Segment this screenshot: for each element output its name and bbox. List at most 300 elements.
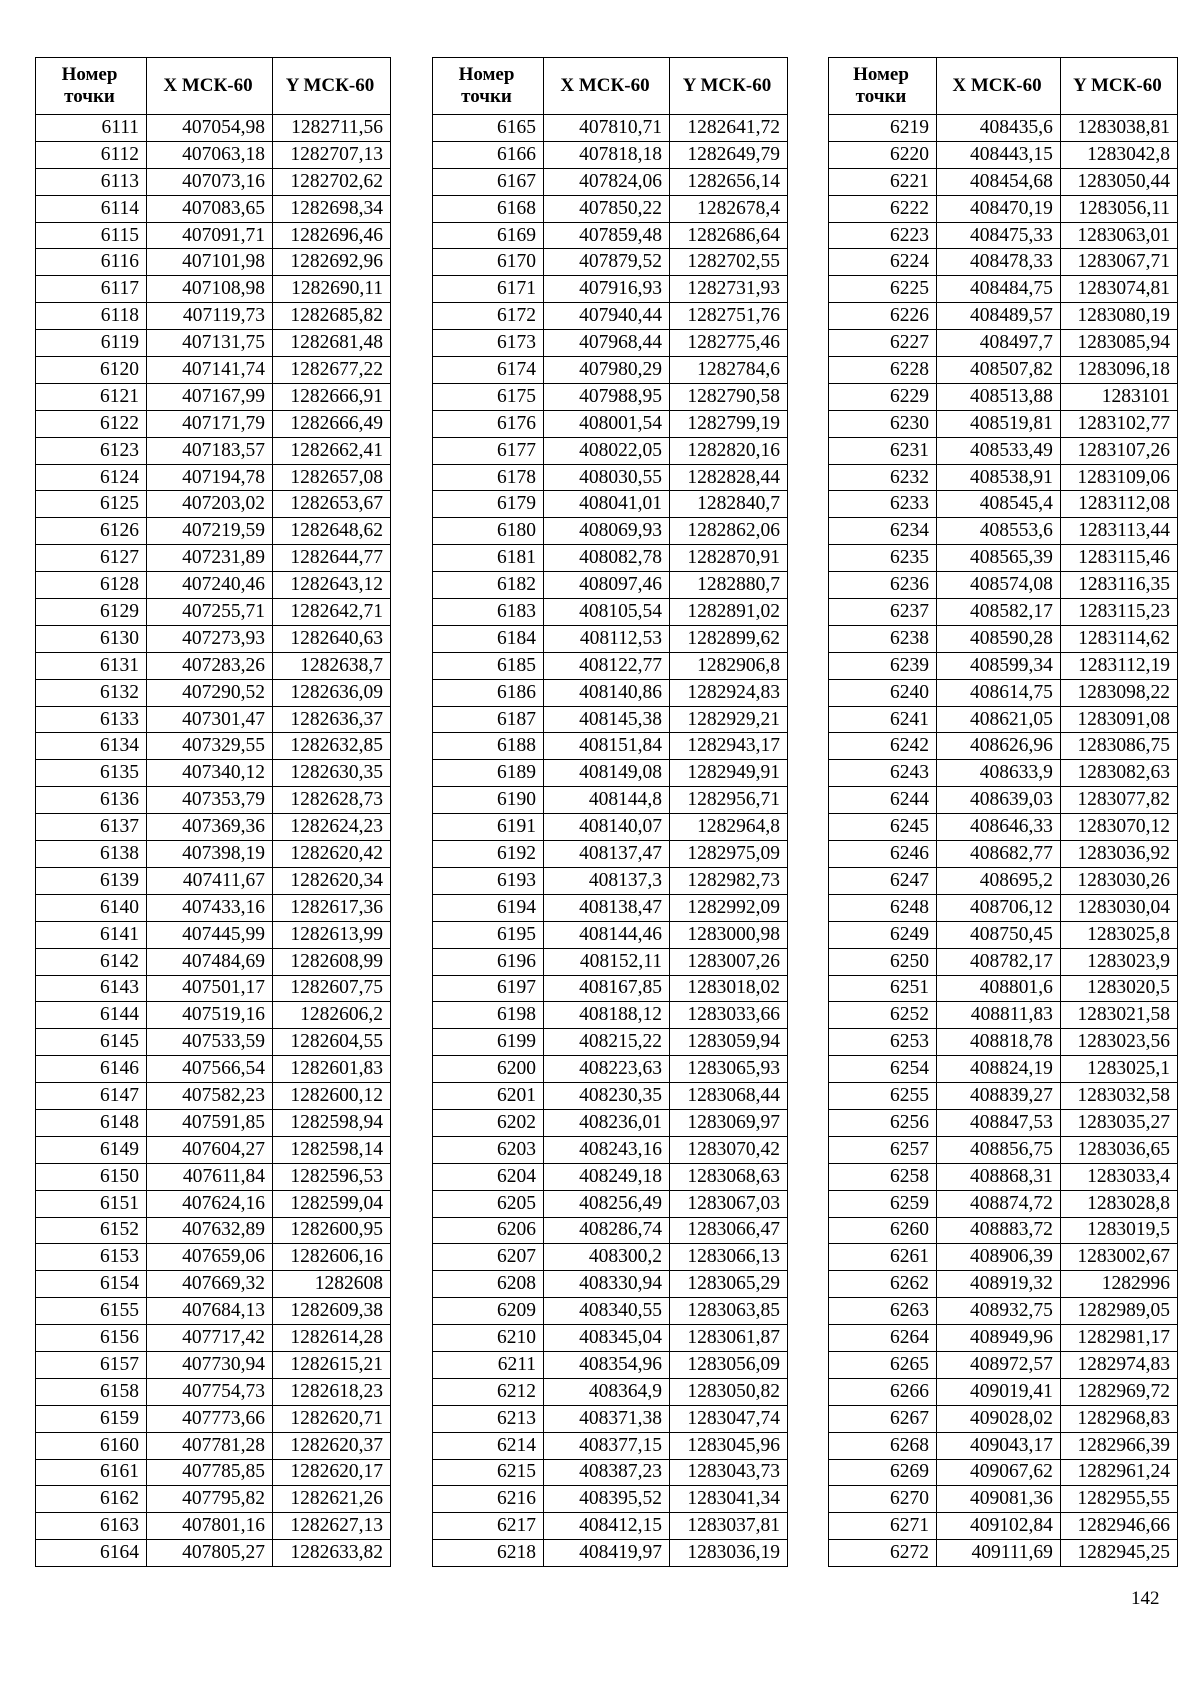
table-row bbox=[36, 1217, 391, 1244]
x-coordinate-cell: 408839,27 bbox=[937, 1083, 1061, 1110]
x-coordinate-cell: 407859,48 bbox=[544, 222, 670, 249]
point-number-cell: 6126 bbox=[36, 518, 147, 545]
point-number-cell: 6211 bbox=[433, 1351, 544, 1378]
y-coordinate-cell: 1282690,11 bbox=[273, 276, 391, 303]
table-row bbox=[829, 706, 1178, 733]
table-row bbox=[433, 410, 788, 437]
y-coordinate-cell: 1283002,67 bbox=[1060, 1244, 1177, 1271]
point-number-cell: 6261 bbox=[829, 1244, 937, 1271]
table-row bbox=[433, 195, 788, 222]
x-coordinate-cell: 408137,3 bbox=[544, 867, 670, 894]
x-coordinate-cell: 408972,57 bbox=[937, 1351, 1061, 1378]
x-coordinate-cell: 408151,84 bbox=[544, 733, 670, 760]
table-row bbox=[36, 1002, 391, 1029]
x-coordinate-cell: 408868,31 bbox=[937, 1163, 1061, 1190]
point-number-cell: 6234 bbox=[829, 518, 937, 545]
y-coordinate-cell: 1282751,76 bbox=[670, 303, 788, 330]
point-number-cell: 6245 bbox=[829, 814, 937, 841]
point-number-cell: 6230 bbox=[829, 410, 937, 437]
y-coordinate-cell: 1283070,42 bbox=[670, 1136, 788, 1163]
table-row bbox=[36, 437, 391, 464]
y-coordinate-cell: 1282961,24 bbox=[1060, 1459, 1177, 1486]
x-coordinate-cell: 408906,39 bbox=[937, 1244, 1061, 1271]
point-number-cell: 6149 bbox=[36, 1136, 147, 1163]
point-number-cell: 6210 bbox=[433, 1325, 544, 1352]
point-number-cell: 6177 bbox=[433, 437, 544, 464]
point-number-cell: 6206 bbox=[433, 1217, 544, 1244]
point-number-cell: 6176 bbox=[433, 410, 544, 437]
y-coordinate-cell: 1283077,82 bbox=[1060, 787, 1177, 814]
y-coordinate-cell: 1282606,2 bbox=[273, 1002, 391, 1029]
point-number-cell: 6197 bbox=[433, 975, 544, 1002]
x-coordinate-cell: 407582,23 bbox=[147, 1083, 273, 1110]
y-coordinate-cell: 1282707,13 bbox=[273, 141, 391, 168]
point-number-cell: 6254 bbox=[829, 1056, 937, 1083]
point-number-cell: 6192 bbox=[433, 841, 544, 868]
y-coordinate-cell: 1282996 bbox=[1060, 1271, 1177, 1298]
y-coordinate-cell: 1283056,09 bbox=[670, 1351, 788, 1378]
table-row bbox=[829, 1486, 1178, 1513]
x-coordinate-cell: 408167,85 bbox=[544, 975, 670, 1002]
x-coordinate-cell: 407604,27 bbox=[147, 1136, 273, 1163]
point-number-cell: 6159 bbox=[36, 1405, 147, 1432]
point-number-cell: 6114 bbox=[36, 195, 147, 222]
table-row bbox=[433, 1432, 788, 1459]
table-row bbox=[36, 652, 391, 679]
y-coordinate-cell: 1283042,8 bbox=[1060, 141, 1177, 168]
x-coordinate-cell: 407083,65 bbox=[147, 195, 273, 222]
point-number-cell: 6188 bbox=[433, 733, 544, 760]
x-coordinate-cell: 408513,88 bbox=[937, 383, 1061, 410]
point-number-cell: 6178 bbox=[433, 464, 544, 491]
x-coordinate-cell: 409019,41 bbox=[937, 1378, 1061, 1405]
point-number-cell: 6219 bbox=[829, 115, 937, 142]
table-row bbox=[829, 141, 1178, 168]
table-row bbox=[829, 1083, 1178, 1110]
point-number-cell: 6203 bbox=[433, 1136, 544, 1163]
x-coordinate-cell: 408470,19 bbox=[937, 195, 1061, 222]
point-number-cell: 6244 bbox=[829, 787, 937, 814]
table-row bbox=[36, 599, 391, 626]
y-coordinate-cell: 1282606,16 bbox=[273, 1244, 391, 1271]
point-number-cell: 6229 bbox=[829, 383, 937, 410]
y-coordinate-cell: 1282946,66 bbox=[1060, 1513, 1177, 1540]
point-number-cell: 6198 bbox=[433, 1002, 544, 1029]
point-number-cell: 6142 bbox=[36, 948, 147, 975]
point-number-cell: 6235 bbox=[829, 545, 937, 572]
x-coordinate-cell: 407411,67 bbox=[147, 867, 273, 894]
coordinate-table-1 bbox=[35, 57, 391, 1567]
table-row bbox=[829, 491, 1178, 518]
table-row bbox=[829, 948, 1178, 975]
point-number-cell: 6232 bbox=[829, 464, 937, 491]
table-row bbox=[36, 1513, 391, 1540]
point-number-cell: 6120 bbox=[36, 357, 147, 384]
point-number-cell: 6167 bbox=[433, 168, 544, 195]
table-row bbox=[36, 572, 391, 599]
y-coordinate-cell: 1282955,55 bbox=[1060, 1486, 1177, 1513]
table-row bbox=[433, 1002, 788, 1029]
y-coordinate-cell: 1282685,82 bbox=[273, 303, 391, 330]
x-coordinate-cell: 408041,01 bbox=[544, 491, 670, 518]
y-coordinate-cell: 1282974,83 bbox=[1060, 1351, 1177, 1378]
x-coordinate-cell: 408545,4 bbox=[937, 491, 1061, 518]
y-coordinate-cell: 1283080,19 bbox=[1060, 303, 1177, 330]
point-number-cell: 6240 bbox=[829, 679, 937, 706]
point-number-cell: 6224 bbox=[829, 249, 937, 276]
x-coordinate-cell: 408633,9 bbox=[937, 760, 1061, 787]
point-number-cell: 6130 bbox=[36, 625, 147, 652]
x-coordinate-cell: 408435,6 bbox=[937, 115, 1061, 142]
table-row bbox=[433, 894, 788, 921]
y-coordinate-cell: 1283050,44 bbox=[1060, 168, 1177, 195]
table-row bbox=[36, 760, 391, 787]
point-number-cell: 6189 bbox=[433, 760, 544, 787]
x-coordinate-cell: 407290,52 bbox=[147, 679, 273, 706]
point-number-cell: 6231 bbox=[829, 437, 937, 464]
table-row bbox=[433, 1513, 788, 1540]
table-row bbox=[36, 1190, 391, 1217]
point-number-cell: 6166 bbox=[433, 141, 544, 168]
point-number-cell: 6193 bbox=[433, 867, 544, 894]
y-coordinate-cell: 1282775,46 bbox=[670, 330, 788, 357]
y-coordinate-cell: 1283059,94 bbox=[670, 1029, 788, 1056]
point-number-cell: 6169 bbox=[433, 222, 544, 249]
point-number-cell: 6267 bbox=[829, 1405, 937, 1432]
table-row bbox=[433, 168, 788, 195]
y-coordinate-cell: 1283036,65 bbox=[1060, 1136, 1177, 1163]
y-coordinate-cell: 1282644,77 bbox=[273, 545, 391, 572]
point-number-cell: 6223 bbox=[829, 222, 937, 249]
table-row bbox=[433, 625, 788, 652]
table-row bbox=[433, 249, 788, 276]
x-coordinate-cell: 408140,07 bbox=[544, 814, 670, 841]
y-coordinate-cell: 1282992,09 bbox=[670, 894, 788, 921]
y-coordinate-cell: 1282617,36 bbox=[273, 894, 391, 921]
table-row bbox=[433, 518, 788, 545]
point-number-cell: 6122 bbox=[36, 410, 147, 437]
y-coordinate-cell: 1283019,5 bbox=[1060, 1217, 1177, 1244]
y-coordinate-cell: 1283091,08 bbox=[1060, 706, 1177, 733]
y-coordinate-cell: 1283070,12 bbox=[1060, 814, 1177, 841]
table-header-row bbox=[829, 58, 1178, 115]
header-y: Y МСК-60 bbox=[1060, 58, 1177, 115]
table-row bbox=[433, 921, 788, 948]
y-coordinate-cell: 1282702,62 bbox=[273, 168, 391, 195]
y-coordinate-cell: 1283063,85 bbox=[670, 1298, 788, 1325]
x-coordinate-cell: 407519,16 bbox=[147, 1002, 273, 1029]
x-coordinate-cell: 408856,75 bbox=[937, 1136, 1061, 1163]
table-row bbox=[433, 679, 788, 706]
y-coordinate-cell: 1282598,14 bbox=[273, 1136, 391, 1163]
table-row bbox=[36, 975, 391, 1002]
table-row bbox=[433, 1244, 788, 1271]
x-coordinate-cell: 407203,02 bbox=[147, 491, 273, 518]
point-number-cell: 6134 bbox=[36, 733, 147, 760]
y-coordinate-cell: 1282656,14 bbox=[670, 168, 788, 195]
table-row bbox=[829, 168, 1178, 195]
table-row bbox=[433, 115, 788, 142]
point-number-cell: 6270 bbox=[829, 1486, 937, 1513]
point-number-cell: 6139 bbox=[36, 867, 147, 894]
table-row bbox=[36, 1056, 391, 1083]
point-number-cell: 6257 bbox=[829, 1136, 937, 1163]
y-coordinate-cell: 1282620,42 bbox=[273, 841, 391, 868]
y-coordinate-cell: 1282642,71 bbox=[273, 599, 391, 626]
x-coordinate-cell: 408507,82 bbox=[937, 357, 1061, 384]
y-coordinate-cell: 1282609,38 bbox=[273, 1298, 391, 1325]
point-number-cell: 6228 bbox=[829, 357, 937, 384]
point-number-cell: 6125 bbox=[36, 491, 147, 518]
x-coordinate-cell: 407805,27 bbox=[147, 1540, 273, 1567]
point-number-cell: 6184 bbox=[433, 625, 544, 652]
point-number-cell: 6200 bbox=[433, 1056, 544, 1083]
y-coordinate-cell: 1282620,17 bbox=[273, 1459, 391, 1486]
y-coordinate-cell: 1282641,72 bbox=[670, 115, 788, 142]
table-row bbox=[433, 814, 788, 841]
x-coordinate-cell: 407988,95 bbox=[544, 383, 670, 410]
y-coordinate-cell: 1282628,73 bbox=[273, 787, 391, 814]
x-coordinate-cell: 407824,06 bbox=[544, 168, 670, 195]
x-coordinate-cell: 407669,32 bbox=[147, 1271, 273, 1298]
x-coordinate-cell: 407940,44 bbox=[544, 303, 670, 330]
point-number-cell: 6179 bbox=[433, 491, 544, 518]
y-coordinate-cell: 1283025,1 bbox=[1060, 1056, 1177, 1083]
y-coordinate-cell: 1283112,19 bbox=[1060, 652, 1177, 679]
x-coordinate-cell: 408519,81 bbox=[937, 410, 1061, 437]
y-coordinate-cell: 1282784,6 bbox=[670, 357, 788, 384]
point-number-cell: 6239 bbox=[829, 652, 937, 679]
y-coordinate-cell: 1283028,8 bbox=[1060, 1190, 1177, 1217]
point-number-cell: 6137 bbox=[36, 814, 147, 841]
y-coordinate-cell: 1282989,05 bbox=[1060, 1298, 1177, 1325]
point-number-cell: 6233 bbox=[829, 491, 937, 518]
table-row bbox=[829, 625, 1178, 652]
point-number-cell: 6185 bbox=[433, 652, 544, 679]
y-coordinate-cell: 1283082,63 bbox=[1060, 760, 1177, 787]
point-number-cell: 6213 bbox=[433, 1405, 544, 1432]
y-coordinate-cell: 1283025,8 bbox=[1060, 921, 1177, 948]
table-row bbox=[829, 1244, 1178, 1271]
y-coordinate-cell: 1282677,22 bbox=[273, 357, 391, 384]
point-number-cell: 6199 bbox=[433, 1029, 544, 1056]
point-number-cell: 6209 bbox=[433, 1298, 544, 1325]
y-coordinate-cell: 1283041,34 bbox=[670, 1486, 788, 1513]
table-row bbox=[36, 1540, 391, 1567]
table-row bbox=[433, 975, 788, 1002]
x-coordinate-cell: 408256,49 bbox=[544, 1190, 670, 1217]
table-row bbox=[36, 303, 391, 330]
y-coordinate-cell: 1282636,37 bbox=[273, 706, 391, 733]
point-number-cell: 6212 bbox=[433, 1378, 544, 1405]
table-row bbox=[36, 276, 391, 303]
x-coordinate-cell: 407566,54 bbox=[147, 1056, 273, 1083]
point-number-cell: 6252 bbox=[829, 1002, 937, 1029]
y-coordinate-cell: 1282840,7 bbox=[670, 491, 788, 518]
y-coordinate-cell: 1282643,12 bbox=[273, 572, 391, 599]
y-coordinate-cell: 1282799,19 bbox=[670, 410, 788, 437]
y-coordinate-cell: 1283021,58 bbox=[1060, 1002, 1177, 1029]
x-coordinate-cell: 408354,96 bbox=[544, 1351, 670, 1378]
y-coordinate-cell: 1282982,73 bbox=[670, 867, 788, 894]
x-coordinate-cell: 408818,78 bbox=[937, 1029, 1061, 1056]
point-number-cell: 6138 bbox=[36, 841, 147, 868]
point-number-cell: 6260 bbox=[829, 1217, 937, 1244]
x-coordinate-cell: 408371,38 bbox=[544, 1405, 670, 1432]
x-coordinate-cell: 408883,72 bbox=[937, 1217, 1061, 1244]
x-coordinate-cell: 407980,29 bbox=[544, 357, 670, 384]
table-row bbox=[36, 357, 391, 384]
table-row bbox=[36, 195, 391, 222]
point-number-cell: 6238 bbox=[829, 625, 937, 652]
point-number-cell: 6216 bbox=[433, 1486, 544, 1513]
point-number-cell: 6172 bbox=[433, 303, 544, 330]
point-number-cell: 6265 bbox=[829, 1351, 937, 1378]
point-number-cell: 6171 bbox=[433, 276, 544, 303]
table-row bbox=[433, 948, 788, 975]
table-row bbox=[36, 1109, 391, 1136]
point-number-cell: 6182 bbox=[433, 572, 544, 599]
point-number-cell: 6111 bbox=[36, 115, 147, 142]
y-coordinate-cell: 1282820,16 bbox=[670, 437, 788, 464]
table-row bbox=[433, 276, 788, 303]
y-coordinate-cell: 1283068,63 bbox=[670, 1163, 788, 1190]
x-coordinate-cell: 408454,68 bbox=[937, 168, 1061, 195]
point-number-cell: 6247 bbox=[829, 867, 937, 894]
point-number-cell: 6152 bbox=[36, 1217, 147, 1244]
point-number-cell: 6205 bbox=[433, 1190, 544, 1217]
point-number-cell: 6153 bbox=[36, 1244, 147, 1271]
x-coordinate-cell: 407754,73 bbox=[147, 1378, 273, 1405]
point-number-cell: 6195 bbox=[433, 921, 544, 948]
table-row bbox=[433, 141, 788, 168]
table-row bbox=[433, 357, 788, 384]
table-row bbox=[36, 625, 391, 652]
y-coordinate-cell: 1282975,09 bbox=[670, 841, 788, 868]
point-number-cell: 6215 bbox=[433, 1459, 544, 1486]
table-row bbox=[433, 1217, 788, 1244]
y-coordinate-cell: 1283067,71 bbox=[1060, 249, 1177, 276]
y-coordinate-cell: 1282731,93 bbox=[670, 276, 788, 303]
y-coordinate-cell: 1282630,35 bbox=[273, 760, 391, 787]
point-number-cell: 6253 bbox=[829, 1029, 937, 1056]
y-coordinate-cell: 1282620,37 bbox=[273, 1432, 391, 1459]
table-row bbox=[433, 1109, 788, 1136]
y-coordinate-cell: 1282924,83 bbox=[670, 679, 788, 706]
y-coordinate-cell: 1282649,79 bbox=[670, 141, 788, 168]
table-row bbox=[829, 1029, 1178, 1056]
table-row bbox=[36, 545, 391, 572]
x-coordinate-cell: 408538,91 bbox=[937, 464, 1061, 491]
x-coordinate-cell: 408443,15 bbox=[937, 141, 1061, 168]
y-coordinate-cell: 1282681,48 bbox=[273, 330, 391, 357]
x-coordinate-cell: 407073,16 bbox=[147, 168, 273, 195]
y-coordinate-cell: 1283035,27 bbox=[1060, 1109, 1177, 1136]
table-row bbox=[36, 1351, 391, 1378]
y-coordinate-cell: 1283033,4 bbox=[1060, 1163, 1177, 1190]
point-number-cell: 6118 bbox=[36, 303, 147, 330]
point-number-cell: 6202 bbox=[433, 1109, 544, 1136]
y-coordinate-cell: 1282686,64 bbox=[670, 222, 788, 249]
x-coordinate-cell: 408144,8 bbox=[544, 787, 670, 814]
table-row bbox=[36, 249, 391, 276]
x-coordinate-cell: 408138,47 bbox=[544, 894, 670, 921]
x-coordinate-cell: 407445,99 bbox=[147, 921, 273, 948]
point-number-cell: 6272 bbox=[829, 1540, 937, 1567]
table-row bbox=[829, 518, 1178, 545]
table-row bbox=[433, 222, 788, 249]
table-row bbox=[36, 841, 391, 868]
y-coordinate-cell: 1283113,44 bbox=[1060, 518, 1177, 545]
table-row bbox=[36, 814, 391, 841]
x-coordinate-cell: 407369,36 bbox=[147, 814, 273, 841]
header-x: X МСК-60 bbox=[147, 58, 273, 115]
x-coordinate-cell: 408140,86 bbox=[544, 679, 670, 706]
y-coordinate-cell: 1283036,92 bbox=[1060, 841, 1177, 868]
point-number-cell: 6155 bbox=[36, 1298, 147, 1325]
point-number-cell: 6160 bbox=[36, 1432, 147, 1459]
point-number-cell: 6221 bbox=[829, 168, 937, 195]
y-coordinate-cell: 1283043,73 bbox=[670, 1459, 788, 1486]
point-number-cell: 6145 bbox=[36, 1029, 147, 1056]
y-coordinate-cell: 1282599,04 bbox=[273, 1190, 391, 1217]
y-coordinate-cell: 1283107,26 bbox=[1060, 437, 1177, 464]
table-row bbox=[829, 1351, 1178, 1378]
y-coordinate-cell: 1282600,95 bbox=[273, 1217, 391, 1244]
point-number-cell: 6173 bbox=[433, 330, 544, 357]
table-row bbox=[829, 330, 1178, 357]
table-row bbox=[829, 303, 1178, 330]
y-coordinate-cell: 1282627,13 bbox=[273, 1513, 391, 1540]
point-number-cell: 6143 bbox=[36, 975, 147, 1002]
x-coordinate-cell: 407818,18 bbox=[544, 141, 670, 168]
y-coordinate-cell: 1282666,49 bbox=[273, 410, 391, 437]
y-coordinate-cell: 1283098,22 bbox=[1060, 679, 1177, 706]
point-number-cell: 6123 bbox=[36, 437, 147, 464]
x-coordinate-cell: 407795,82 bbox=[147, 1486, 273, 1513]
point-number-cell: 6255 bbox=[829, 1083, 937, 1110]
table-row bbox=[433, 599, 788, 626]
table-row bbox=[433, 733, 788, 760]
x-coordinate-cell: 407501,17 bbox=[147, 975, 273, 1002]
table-row bbox=[829, 572, 1178, 599]
x-coordinate-cell: 408112,53 bbox=[544, 625, 670, 652]
y-coordinate-cell: 1283050,82 bbox=[670, 1378, 788, 1405]
y-coordinate-cell: 1283068,44 bbox=[670, 1083, 788, 1110]
point-number-cell: 6186 bbox=[433, 679, 544, 706]
x-coordinate-cell: 408682,77 bbox=[937, 841, 1061, 868]
point-number-cell: 6217 bbox=[433, 1513, 544, 1540]
table-row bbox=[829, 357, 1178, 384]
table-row bbox=[433, 1163, 788, 1190]
y-coordinate-cell: 1282828,44 bbox=[670, 464, 788, 491]
table-row bbox=[433, 330, 788, 357]
x-coordinate-cell: 408824,19 bbox=[937, 1056, 1061, 1083]
x-coordinate-cell: 408230,35 bbox=[544, 1083, 670, 1110]
point-number-cell: 6168 bbox=[433, 195, 544, 222]
y-coordinate-cell: 1282632,85 bbox=[273, 733, 391, 760]
point-number-cell: 6148 bbox=[36, 1109, 147, 1136]
x-coordinate-cell: 407194,78 bbox=[147, 464, 273, 491]
table-row bbox=[829, 464, 1178, 491]
point-number-cell: 6214 bbox=[433, 1432, 544, 1459]
table-row bbox=[829, 1513, 1178, 1540]
y-coordinate-cell: 1282943,17 bbox=[670, 733, 788, 760]
table-row bbox=[433, 1083, 788, 1110]
y-coordinate-cell: 1283023,56 bbox=[1060, 1029, 1177, 1056]
table-row bbox=[829, 545, 1178, 572]
table-row bbox=[36, 464, 391, 491]
